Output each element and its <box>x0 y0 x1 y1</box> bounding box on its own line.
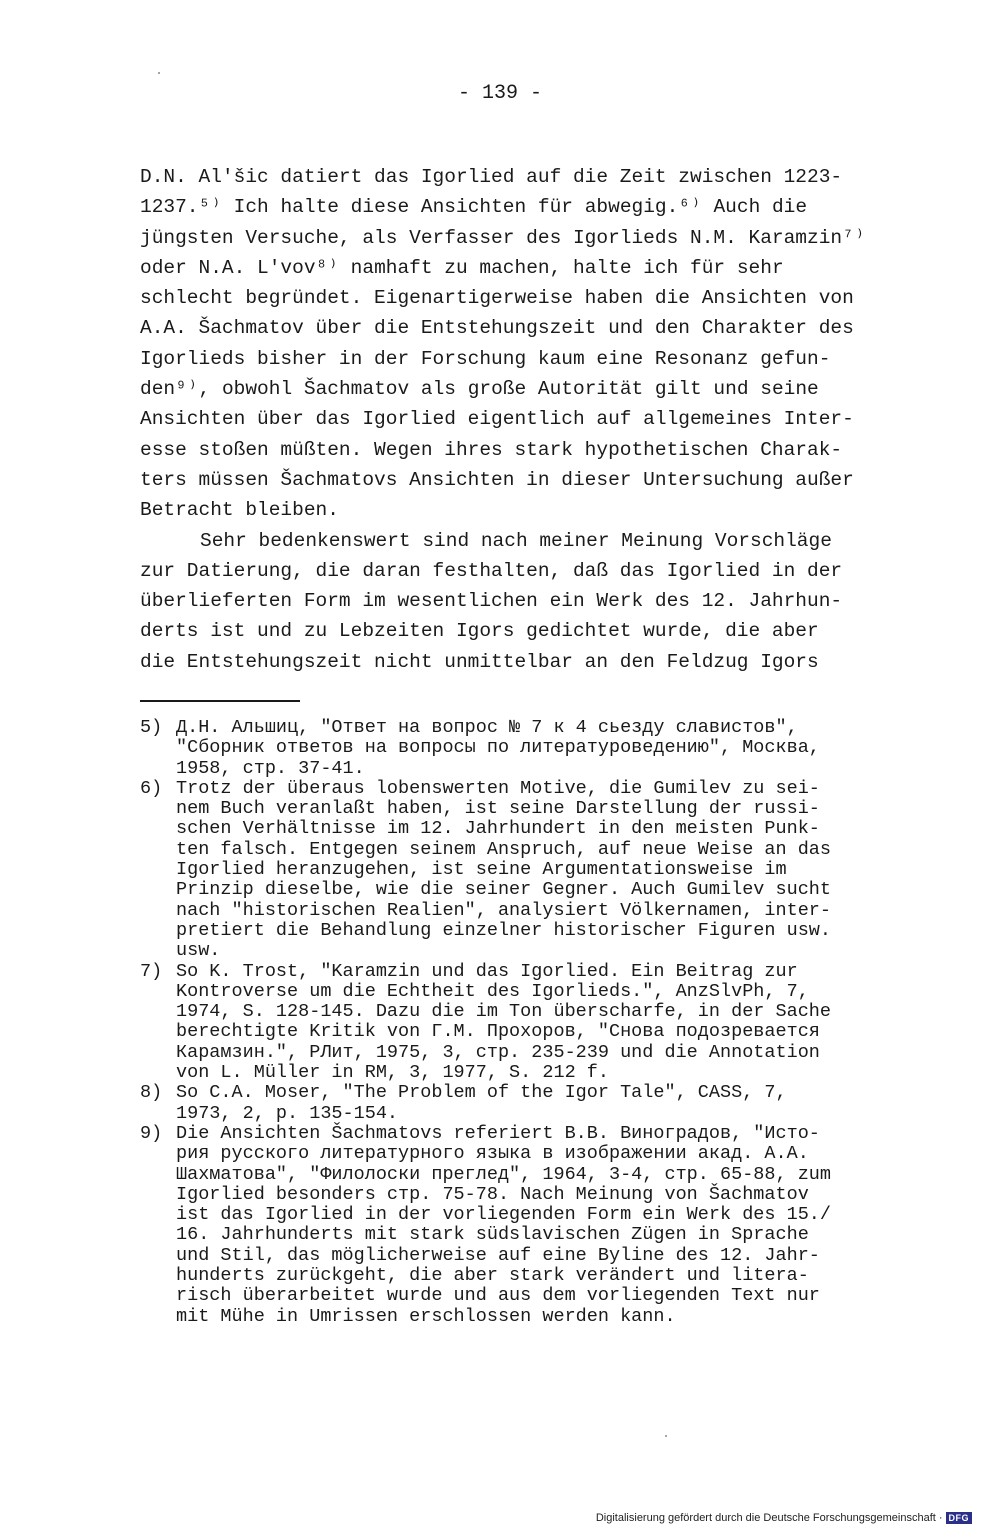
body-line: jüngsten Versuche, als Verfasser des Igorlieds N.M. Karamzin⁷⁾ <box>140 226 866 249</box>
footnote-number: 6) <box>140 777 163 799</box>
footnote-number: 8) <box>140 1082 163 1104</box>
body-line: den⁹⁾, obwohl Šachmatov als große Autorität gilt und seine <box>140 378 819 401</box>
footnote-line: Prinzip dieselbe, wie die seiner Gegner. Auch Gumilev sucht <box>176 879 832 901</box>
body-line: zur Datierung, die daran festhalten, daß das Igorlied in der <box>140 559 843 582</box>
footnote-line: schen Verhältnisse im 12. Jahrhundert in den meisten Punk- <box>176 818 820 840</box>
footnote-line: 1974, S. 128-145. Dazu die im Ton überscharfe, in der Sache <box>176 1001 832 1023</box>
footnote <box>140 1083 900 1124</box>
body-line: überlieferten Form im wesentlichen ein Werk des 12. Jahrhun- <box>140 590 843 613</box>
footnote-number: 5) <box>140 717 163 738</box>
footnotes <box>140 718 900 1327</box>
body-line: Ansichten über das Igorlied eigentlich auf allgemeines Inter- <box>140 408 854 431</box>
footnote-number: 7) <box>140 960 163 982</box>
footnote-line: 16. Jahrhunderts mit stark südslavischen Zügen in Sprache <box>176 1224 809 1246</box>
body-line: oder N.A. L'vov⁸⁾ namhaft zu machen, halte ich für sehr <box>140 256 784 279</box>
footnote-line: Die Ansichten Šachmatovs referiert В.В. Виноградов, "Исто- <box>176 1122 820 1144</box>
body-line: Sehr bedenkenswert sind nach meiner Meinung Vorschläge <box>200 529 832 552</box>
footnote-line: ten falsch. Entgegen seinem Anspruch, auf neue Weise an das <box>176 838 832 860</box>
footnote-line: рия русского литературного языка в изображении акад. А.А. <box>176 1143 809 1165</box>
footnote <box>140 779 900 962</box>
footnote-line: Карамзин.", РЛит, 1975, 3, стр. 235-239 und die Annotation <box>176 1041 820 1063</box>
footnote-line: ist das Igorlied in der vorliegenden Form ein Werk des 15./ <box>176 1204 832 1226</box>
body-line: esse stoßen müßten. Wegen ihres stark hypothetischen Charak- <box>140 438 843 461</box>
body-line: D.N. Al'šic datiert das Igorlied auf die Zeit zwischen 1223- <box>140 166 843 188</box>
body-line: derts ist und zu Lebzeiten Igors gedichtet wurde, die aber <box>140 620 819 643</box>
footnote-line: Kontroverse um die Echtheit des Igorlieds.", AnzSlvPh, 7, <box>176 980 809 1002</box>
footnote-line: risch überarbeitet wurde und aus dem vorliegenden Text nur <box>176 1285 820 1307</box>
body-line: schlecht begründet. Eigenartigerweise haben die Ansichten von <box>140 287 854 310</box>
body-line: Igorlieds bisher in der Forschung kaum eine Resonanz gefun- <box>140 347 831 370</box>
scan-speck <box>158 72 160 74</box>
footnote-line: Д.Н. Альшиц, "Ответ на вопрос № 7 к 4 сьезду славистов", <box>176 717 798 738</box>
body-text <box>140 162 900 677</box>
body-line: A.A. Šachmatov über die Entstehungszeit und den Charakter des <box>140 317 854 340</box>
footnote-line: nach "historischen Realien", analysiert Völkernamen, inter- <box>176 899 832 921</box>
page-number: - 139 - <box>457 82 542 105</box>
scan-speck <box>665 1435 667 1437</box>
footnote-line: usw. <box>176 940 221 962</box>
footnote-line: mit Mühe in Umrissen erschlossen werden kann. <box>176 1305 676 1327</box>
footer-credit <box>596 1512 972 1524</box>
footnote-line: nem Buch veranlaßt haben, ist seine Darstellung der russi- <box>176 798 820 820</box>
footnote-line: Trotz der überaus lobenswerten Motive, die Gumilev zu sei- <box>176 777 820 799</box>
footnote-separator <box>140 700 300 702</box>
footnote-line: pretiert die Behandlung einzelner historischer Figuren usw. <box>176 919 832 941</box>
footnote-line: So C.A. Moser, "The Problem of the Igor Tale", CASS, 7, <box>176 1082 787 1104</box>
footnote-line: Igorlied heranzugehen, ist seine Argumentationsweise im <box>176 859 787 881</box>
footer-credit-text: Digitalisierung gefördert durch die Deutsche Forschungsgemeinschaft <box>595 1512 936 1524</box>
footnote-line: berechtigte Kritik von Г.М. Прохоров, "Снова подозревается <box>176 1021 820 1043</box>
footnote-line: "Сборник ответов на вопросы по литературоведению", Москва, <box>176 737 820 759</box>
body-line: ters müssen Šachmatovs Ansichten in dieser Untersuchung außer <box>140 468 854 491</box>
footnote-line: und Stil, das möglicherweise auf eine Byline des 12. Jahr- <box>176 1244 820 1266</box>
body-line: Betracht bleiben. <box>140 499 339 522</box>
body-line: 1237.⁵⁾ Ich halte diese Ansichten für abwegig.⁶⁾ Auch die <box>140 196 808 219</box>
footnote-line: Шахматова", "Филолоски преглед", 1964, 3-4, стр. 65-88, zum <box>176 1163 832 1185</box>
footnote-line: 1973, 2, p. 135-154. <box>176 1102 399 1124</box>
footer-separator: · <box>938 1512 943 1524</box>
footnote-line: hunderts zurückgeht, die aber stark verändert und litera- <box>176 1265 809 1287</box>
footnote-line: Igorlied besonders стр. 75-78. Nach Meinung von Šachmatov <box>176 1183 809 1205</box>
dfg-logo: DFG <box>946 1512 973 1524</box>
body-line: die Entstehungszeit nicht unmittelbar an den Feldzug Igors <box>140 650 819 673</box>
footnote-line: So K. Trost, "Karamzin und das Igorlied. Ein Beitrag zur <box>176 960 798 982</box>
footnote <box>140 962 900 1084</box>
footnote-line: 1958, стр. 37-41. <box>176 757 365 779</box>
footnote-line: von L. Müller in RM, 3, 1977, S. 212 f. <box>176 1062 609 1084</box>
footnote <box>140 718 900 779</box>
footnote <box>140 1124 900 1327</box>
footnote-number: 9) <box>140 1122 163 1144</box>
